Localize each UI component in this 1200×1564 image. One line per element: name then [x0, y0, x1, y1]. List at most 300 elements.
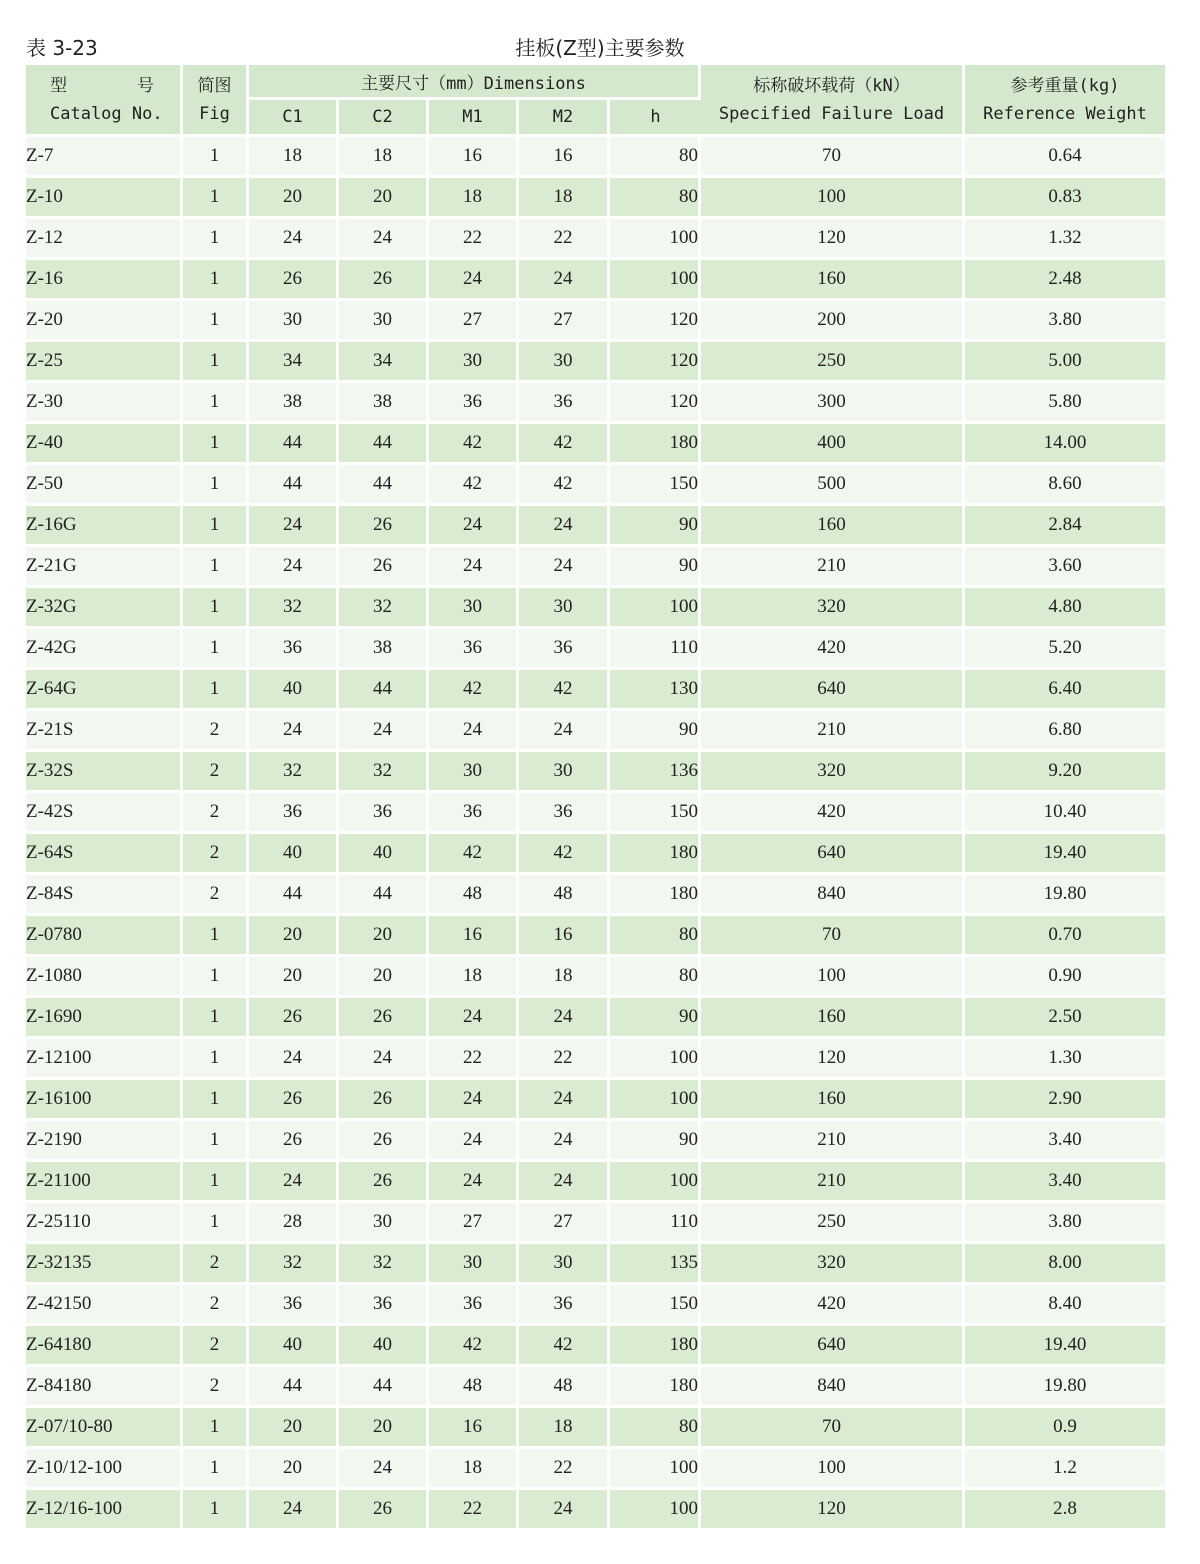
cell-weight: 2.48 — [965, 260, 1165, 301]
table-row — [26, 1367, 1165, 1408]
cell-m2: 24 — [519, 1162, 610, 1203]
cell-h: 120 — [610, 342, 701, 383]
cell-c2: 40 — [339, 1326, 429, 1367]
cell-c1: 26 — [249, 1080, 339, 1121]
cell-load: 210 — [701, 1162, 965, 1203]
cell-h: 90 — [610, 547, 701, 588]
header-fig — [183, 65, 249, 137]
cell-weight: 5.20 — [965, 629, 1165, 670]
cell-h: 100 — [610, 260, 701, 301]
cell-m1: 27 — [429, 301, 519, 342]
cell-c2: 44 — [339, 670, 429, 711]
cell-weight: 19.80 — [965, 875, 1165, 916]
cell-c1: 26 — [249, 998, 339, 1039]
cell-m1: 42 — [429, 670, 519, 711]
cell-c2: 26 — [339, 1080, 429, 1121]
cell-c2: 30 — [339, 301, 429, 342]
cell-c2: 20 — [339, 1408, 429, 1449]
cell-c2: 44 — [339, 424, 429, 465]
cell-c1: 32 — [249, 1244, 339, 1285]
cell-h: 130 — [610, 670, 701, 711]
cell-h: 180 — [610, 1367, 701, 1408]
cell-fig: 1 — [183, 424, 249, 465]
cell-load: 160 — [701, 998, 965, 1039]
cell-m2: 22 — [519, 1449, 610, 1490]
cell-model: Z-32G — [26, 588, 183, 629]
cell-fig: 1 — [183, 342, 249, 383]
cell-load: 120 — [701, 1039, 965, 1080]
cell-weight: 8.00 — [965, 1244, 1165, 1285]
header-fig-en: Fig — [199, 103, 230, 124]
cell-h: 100 — [610, 1080, 701, 1121]
cell-load: 70 — [701, 916, 965, 957]
cell-model: Z-32S — [26, 752, 183, 793]
cell-c2: 44 — [339, 1367, 429, 1408]
cell-c1: 20 — [249, 1408, 339, 1449]
cell-m2: 42 — [519, 670, 610, 711]
cell-weight: 6.40 — [965, 670, 1165, 711]
table-row — [26, 752, 1165, 793]
parameter-table — [26, 65, 1165, 1531]
cell-fig: 2 — [183, 711, 249, 752]
cell-load: 120 — [701, 1490, 965, 1531]
cell-model: Z-42S — [26, 793, 183, 834]
cell-m2: 42 — [519, 424, 610, 465]
cell-fig: 2 — [183, 752, 249, 793]
cell-fig: 1 — [183, 1039, 249, 1080]
cell-load: 160 — [701, 1080, 965, 1121]
header-c1: C1 — [249, 100, 339, 137]
cell-m1: 36 — [429, 383, 519, 424]
cell-h: 80 — [610, 957, 701, 998]
cell-c2: 24 — [339, 1449, 429, 1490]
cell-load: 640 — [701, 1326, 965, 1367]
cell-c1: 30 — [249, 301, 339, 342]
cell-weight: 0.64 — [965, 137, 1165, 178]
cell-m2: 36 — [519, 1285, 610, 1326]
cell-m2: 24 — [519, 1490, 610, 1531]
cell-fig: 2 — [183, 1367, 249, 1408]
cell-c1: 24 — [249, 1039, 339, 1080]
cell-m1: 42 — [429, 424, 519, 465]
cell-weight: 3.40 — [965, 1121, 1165, 1162]
cell-fig: 1 — [183, 998, 249, 1039]
cell-m2: 18 — [519, 1408, 610, 1449]
cell-load: 320 — [701, 588, 965, 629]
cell-load: 160 — [701, 260, 965, 301]
cell-model: Z-30 — [26, 383, 183, 424]
cell-c2: 36 — [339, 793, 429, 834]
table-row — [26, 219, 1165, 260]
cell-load: 70 — [701, 137, 965, 178]
cell-h: 80 — [610, 137, 701, 178]
cell-c1: 44 — [249, 465, 339, 506]
cell-model: Z-21G — [26, 547, 183, 588]
cell-c2: 24 — [339, 219, 429, 260]
cell-c1: 24 — [249, 1162, 339, 1203]
cell-c2: 26 — [339, 547, 429, 588]
cell-m2: 30 — [519, 1244, 610, 1285]
table-row — [26, 875, 1165, 916]
header-weight-cn: 参考重量(kg) — [1010, 75, 1120, 96]
cell-m2: 16 — [519, 916, 610, 957]
cell-c2: 18 — [339, 137, 429, 178]
cell-c2: 36 — [339, 1285, 429, 1326]
cell-model: Z-0780 — [26, 916, 183, 957]
table-body — [26, 137, 1165, 1531]
cell-m1: 22 — [429, 219, 519, 260]
table-row — [26, 260, 1165, 301]
cell-m2: 24 — [519, 1080, 610, 1121]
cell-m2: 36 — [519, 629, 610, 670]
cell-fig: 1 — [183, 506, 249, 547]
cell-weight: 0.90 — [965, 957, 1165, 998]
cell-load: 500 — [701, 465, 965, 506]
cell-m1: 24 — [429, 998, 519, 1039]
cell-m1: 24 — [429, 1080, 519, 1121]
cell-m2: 22 — [519, 219, 610, 260]
cell-c1: 32 — [249, 588, 339, 629]
cell-h: 80 — [610, 178, 701, 219]
cell-weight: 2.90 — [965, 1080, 1165, 1121]
cell-fig: 1 — [183, 1449, 249, 1490]
cell-c1: 26 — [249, 260, 339, 301]
cell-h: 150 — [610, 793, 701, 834]
table-row — [26, 1080, 1165, 1121]
table-row — [26, 1490, 1165, 1531]
cell-m1: 24 — [429, 547, 519, 588]
cell-c1: 24 — [249, 547, 339, 588]
table-row — [26, 670, 1165, 711]
cell-m2: 24 — [519, 1121, 610, 1162]
cell-model: Z-16G — [26, 506, 183, 547]
header-failure-load — [701, 65, 965, 137]
cell-c2: 40 — [339, 834, 429, 875]
cell-c2: 32 — [339, 1244, 429, 1285]
cell-fig: 1 — [183, 670, 249, 711]
table-row — [26, 137, 1165, 178]
cell-load: 250 — [701, 1203, 965, 1244]
cell-m1: 22 — [429, 1039, 519, 1080]
cell-m1: 36 — [429, 629, 519, 670]
cell-fig: 1 — [183, 465, 249, 506]
cell-model: Z-20 — [26, 301, 183, 342]
cell-c1: 20 — [249, 916, 339, 957]
cell-weight: 9.20 — [965, 752, 1165, 793]
cell-model: Z-1690 — [26, 998, 183, 1039]
table-row — [26, 998, 1165, 1039]
cell-load: 420 — [701, 1285, 965, 1326]
cell-c1: 24 — [249, 219, 339, 260]
cell-load: 300 — [701, 383, 965, 424]
table-row — [26, 1162, 1165, 1203]
cell-weight: 4.80 — [965, 588, 1165, 629]
header-model-cn-2: 号 — [137, 75, 154, 96]
cell-m2: 42 — [519, 465, 610, 506]
table-row — [26, 1244, 1165, 1285]
table-row — [26, 957, 1165, 998]
cell-model: Z-25 — [26, 342, 183, 383]
cell-weight: 3.80 — [965, 1203, 1165, 1244]
cell-c2: 32 — [339, 588, 429, 629]
cell-weight: 2.50 — [965, 998, 1165, 1039]
cell-h: 90 — [610, 1121, 701, 1162]
cell-c2: 26 — [339, 506, 429, 547]
cell-fig: 2 — [183, 1326, 249, 1367]
cell-weight: 10.40 — [965, 793, 1165, 834]
cell-model: Z-2190 — [26, 1121, 183, 1162]
cell-m1: 30 — [429, 342, 519, 383]
table-row — [26, 1449, 1165, 1490]
cell-fig: 2 — [183, 1285, 249, 1326]
cell-load: 100 — [701, 178, 965, 219]
cell-model: Z-21S — [26, 711, 183, 752]
table-row — [26, 1039, 1165, 1080]
cell-m1: 42 — [429, 465, 519, 506]
cell-model: Z-12 — [26, 219, 183, 260]
cell-m1: 18 — [429, 957, 519, 998]
cell-weight: 5.80 — [965, 383, 1165, 424]
cell-h: 120 — [610, 301, 701, 342]
cell-load: 120 — [701, 219, 965, 260]
cell-c2: 34 — [339, 342, 429, 383]
cell-c1: 40 — [249, 670, 339, 711]
cell-model: Z-50 — [26, 465, 183, 506]
header-weight-en: Reference Weight — [983, 103, 1147, 124]
cell-load: 210 — [701, 547, 965, 588]
cell-c1: 24 — [249, 1490, 339, 1531]
cell-h: 100 — [610, 1490, 701, 1531]
cell-load: 640 — [701, 834, 965, 875]
cell-h: 100 — [610, 1162, 701, 1203]
cell-fig: 1 — [183, 1121, 249, 1162]
header-fig-cn: 简图 — [197, 75, 232, 96]
table-row — [26, 178, 1165, 219]
table-row — [26, 342, 1165, 383]
cell-model: Z-12100 — [26, 1039, 183, 1080]
cell-fig: 2 — [183, 1244, 249, 1285]
cell-m1: 30 — [429, 1244, 519, 1285]
cell-c2: 26 — [339, 1162, 429, 1203]
cell-h: 110 — [610, 629, 701, 670]
cell-model: Z-16100 — [26, 1080, 183, 1121]
cell-c2: 26 — [339, 998, 429, 1039]
cell-h: 150 — [610, 465, 701, 506]
cell-c2: 24 — [339, 1039, 429, 1080]
cell-weight: 3.60 — [965, 547, 1165, 588]
table-row — [26, 711, 1165, 752]
cell-c2: 20 — [339, 957, 429, 998]
cell-load: 420 — [701, 793, 965, 834]
table-row — [26, 383, 1165, 424]
cell-load: 160 — [701, 506, 965, 547]
table-row — [26, 629, 1165, 670]
cell-m1: 16 — [429, 137, 519, 178]
cell-m1: 24 — [429, 260, 519, 301]
cell-h: 90 — [610, 998, 701, 1039]
table-row — [26, 1203, 1165, 1244]
cell-c2: 26 — [339, 260, 429, 301]
cell-m1: 24 — [429, 506, 519, 547]
header-h: h — [610, 100, 701, 137]
cell-h: 136 — [610, 752, 701, 793]
cell-fig: 1 — [183, 1203, 249, 1244]
cell-load: 100 — [701, 957, 965, 998]
cell-c1: 38 — [249, 383, 339, 424]
cell-c1: 20 — [249, 1449, 339, 1490]
cell-m2: 30 — [519, 752, 610, 793]
table-number: 表 3-23 — [26, 36, 98, 60]
cell-h: 150 — [610, 1285, 701, 1326]
cell-fig: 1 — [183, 260, 249, 301]
cell-weight: 14.00 — [965, 424, 1165, 465]
cell-fig: 1 — [183, 178, 249, 219]
cell-m2: 30 — [519, 342, 610, 383]
cell-h: 100 — [610, 1449, 701, 1490]
cell-m1: 22 — [429, 1490, 519, 1531]
header-m1: M1 — [429, 100, 519, 137]
cell-h: 100 — [610, 219, 701, 260]
cell-c2: 20 — [339, 916, 429, 957]
cell-fig: 1 — [183, 137, 249, 178]
cell-m2: 36 — [519, 793, 610, 834]
header-model-en: Catalog No. — [50, 103, 163, 124]
table-row — [26, 1326, 1165, 1367]
cell-fig: 1 — [183, 1408, 249, 1449]
cell-m2: 24 — [519, 547, 610, 588]
cell-c2: 26 — [339, 1490, 429, 1531]
table-row — [26, 834, 1165, 875]
cell-c2: 20 — [339, 178, 429, 219]
cell-c1: 32 — [249, 752, 339, 793]
cell-c1: 24 — [249, 506, 339, 547]
cell-weight: 8.40 — [965, 1285, 1165, 1326]
cell-m2: 24 — [519, 711, 610, 752]
cell-m2: 18 — [519, 957, 610, 998]
cell-c1: 40 — [249, 1326, 339, 1367]
cell-model: Z-32135 — [26, 1244, 183, 1285]
header-weight — [965, 65, 1165, 137]
cell-model: Z-40 — [26, 424, 183, 465]
cell-c2: 32 — [339, 752, 429, 793]
cell-weight: 1.2 — [965, 1449, 1165, 1490]
cell-h: 180 — [610, 875, 701, 916]
header-load-cn: 标称破坏载荷（kN） — [753, 75, 910, 96]
cell-m1: 24 — [429, 1162, 519, 1203]
cell-fig: 1 — [183, 588, 249, 629]
cell-load: 200 — [701, 301, 965, 342]
cell-load: 210 — [701, 1121, 965, 1162]
cell-m2: 27 — [519, 1203, 610, 1244]
cell-c1: 26 — [249, 1121, 339, 1162]
table-title: 挂板(Z型)主要参数 — [515, 36, 685, 60]
header-catalog-no — [26, 65, 183, 137]
table-row — [26, 1408, 1165, 1449]
table-row — [26, 1285, 1165, 1326]
cell-h: 90 — [610, 711, 701, 752]
cell-c1: 44 — [249, 1367, 339, 1408]
cell-model: Z-21100 — [26, 1162, 183, 1203]
cell-c1: 36 — [249, 793, 339, 834]
cell-fig: 1 — [183, 957, 249, 998]
cell-h: 120 — [610, 383, 701, 424]
cell-m1: 30 — [429, 588, 519, 629]
cell-m2: 22 — [519, 1039, 610, 1080]
cell-weight: 3.40 — [965, 1162, 1165, 1203]
table-row — [26, 916, 1165, 957]
cell-m1: 42 — [429, 834, 519, 875]
cell-weight: 0.9 — [965, 1408, 1165, 1449]
cell-m2: 42 — [519, 834, 610, 875]
cell-weight: 19.40 — [965, 1326, 1165, 1367]
cell-weight: 2.8 — [965, 1490, 1165, 1531]
cell-m1: 36 — [429, 793, 519, 834]
cell-m1: 16 — [429, 1408, 519, 1449]
cell-model: Z-07/10-80 — [26, 1408, 183, 1449]
header-model-cn-1: 型 — [50, 75, 67, 96]
cell-fig: 2 — [183, 875, 249, 916]
cell-fig: 1 — [183, 219, 249, 260]
cell-m1: 48 — [429, 875, 519, 916]
header-m2: M2 — [519, 100, 610, 137]
cell-h: 180 — [610, 1326, 701, 1367]
cell-weight: 6.80 — [965, 711, 1165, 752]
cell-c2: 24 — [339, 711, 429, 752]
table-row — [26, 793, 1165, 834]
cell-h: 90 — [610, 506, 701, 547]
cell-m2: 42 — [519, 1326, 610, 1367]
cell-fig: 1 — [183, 301, 249, 342]
cell-h: 180 — [610, 834, 701, 875]
cell-h: 110 — [610, 1203, 701, 1244]
cell-load: 640 — [701, 670, 965, 711]
cell-c1: 18 — [249, 137, 339, 178]
cell-c2: 38 — [339, 383, 429, 424]
cell-m2: 48 — [519, 1367, 610, 1408]
cell-c1: 34 — [249, 342, 339, 383]
cell-m2: 36 — [519, 383, 610, 424]
cell-m1: 48 — [429, 1367, 519, 1408]
cell-model: Z-64G — [26, 670, 183, 711]
cell-m2: 16 — [519, 137, 610, 178]
cell-model: Z-10/12-100 — [26, 1449, 183, 1490]
cell-h: 135 — [610, 1244, 701, 1285]
cell-h: 80 — [610, 916, 701, 957]
cell-load: 420 — [701, 629, 965, 670]
cell-c1: 36 — [249, 629, 339, 670]
cell-weight: 3.80 — [965, 301, 1165, 342]
cell-fig: 1 — [183, 547, 249, 588]
table-row — [26, 424, 1165, 465]
cell-fig: 1 — [183, 916, 249, 957]
cell-m1: 30 — [429, 752, 519, 793]
cell-c1: 20 — [249, 178, 339, 219]
cell-fig: 1 — [183, 629, 249, 670]
cell-load: 400 — [701, 424, 965, 465]
cell-h: 100 — [610, 1039, 701, 1080]
cell-h: 180 — [610, 424, 701, 465]
cell-weight: 19.80 — [965, 1367, 1165, 1408]
cell-load: 100 — [701, 1449, 965, 1490]
cell-c1: 28 — [249, 1203, 339, 1244]
cell-fig: 1 — [183, 1162, 249, 1203]
cell-load: 320 — [701, 1244, 965, 1285]
cell-weight: 0.83 — [965, 178, 1165, 219]
cell-model: Z-64S — [26, 834, 183, 875]
cell-weight: 8.60 — [965, 465, 1165, 506]
cell-h: 100 — [610, 588, 701, 629]
table-row — [26, 506, 1165, 547]
